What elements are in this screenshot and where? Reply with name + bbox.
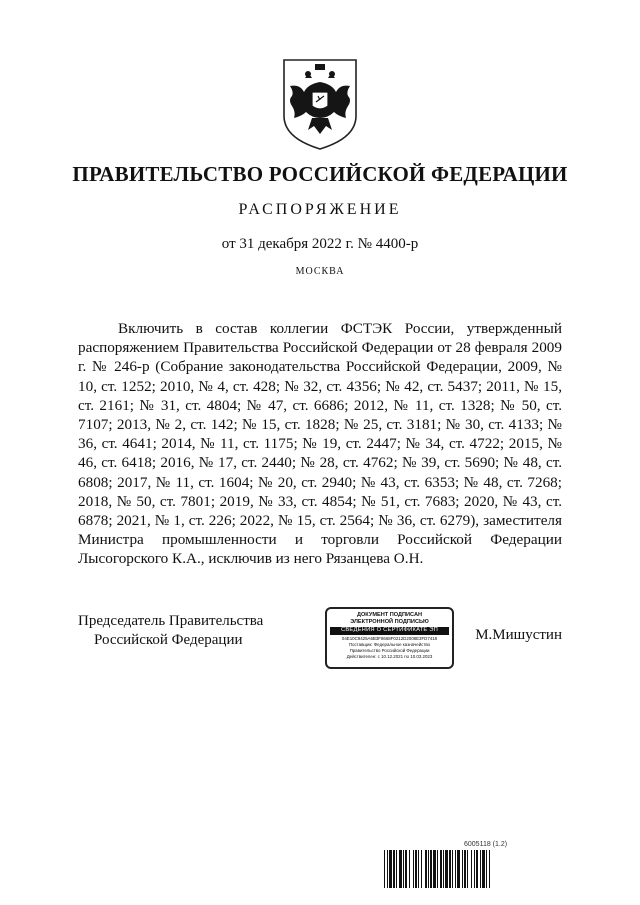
document-city: МОСКВА (295, 266, 345, 277)
barcode-bar (462, 850, 463, 888)
barcode-bar (396, 850, 397, 888)
barcode-bar (428, 850, 429, 888)
barcode-bar (440, 850, 442, 888)
barcode-bar (437, 850, 438, 888)
barcode-bar (418, 850, 419, 888)
barcode-bar (464, 850, 466, 888)
barcode-bar (471, 850, 472, 888)
stamp-certificate-band: СВЕДЕНИЯ О СЕРТИФИКАТЕ ЭП (330, 627, 449, 635)
barcode-bar (457, 850, 460, 888)
barcode-bar (467, 850, 468, 888)
stamp-line1: ДОКУМЕНТ ПОДПИСАН (356, 612, 423, 618)
barcode-bar (421, 850, 422, 888)
registration-number: 6005118 (1.2) (464, 841, 508, 848)
barcode-bar (445, 850, 448, 888)
stamp-title (327, 612, 452, 626)
barcode-bar (449, 850, 451, 888)
barcode-bar (399, 850, 402, 888)
barcode-bar (474, 850, 475, 888)
state-emblem-icon (278, 56, 362, 152)
barcode-bar (393, 850, 395, 888)
stamp-certificate-number: 04E10C9425A6B3F8668F0212D2008E3FD7418 (341, 635, 438, 641)
barcode-icon (384, 850, 564, 888)
order-body-paragraph: Включить в состав коллегии ФСТЭК России, утвержденный распоряжением Правительства Российской Федерации от 28 февраля 2009 г. № 246-р (Собрание законодательства Российской Федерации, 2009, № 10, ст. 1252; 2010, № 4, ст. 428; № 32, ст. 4356; № 42, ст. 5437; 2011, № 15, ст. 2161; № 31, ст. 4804; № 47, ст. 6686; 2012, № 11, ст. 1328; № 50, ст. 7107; 2013, № 2, ст. 142; № 15, ст. 1828; № 25, ст. 3181; № 30, ст. 4133; № 36, ст. 4641; 2014, № 11, ст. 1175; № 19, ст. 2447; № 34, ст. 4722; 2015, № 46, ст. 6418; 2016, № 17, ст. 2440; № 28, ст. 4762; № 39, ст. 5690; № 48, ст. 6808; 2017, № 11, ст. 1604; № 20, ст. 2940; № 43, ст. 6353; № 48, ст. 7268; 2018, № 50, ст. 7801; 2019, № 33, ст. 4854; № 51, ст. 7683; 2020, № 43, ст. 6878; 2021, № 1, ст. 226; 2022, № 15, ст. 2564; № 36, ст. 6279), заместителя Министра промышленности и торговли Российской Федерации Лысогорского К.А., исключив из него Рязанцева О.Н. (78, 320, 562, 568)
barcode-bar (486, 850, 487, 888)
barcode-bar (413, 850, 414, 888)
barcode-bar (433, 850, 436, 888)
barcode-bar (452, 850, 453, 888)
barcode-bar (405, 850, 407, 888)
stamp-issuer-line1: Поставщик: Федеральное казначейство (348, 641, 431, 647)
barcode-bar (387, 850, 388, 888)
barcode-bar (425, 850, 427, 888)
barcode-bar (443, 850, 444, 888)
barcode-bar (489, 850, 490, 888)
barcode-bar (480, 850, 481, 888)
document-type: РАСПОРЯЖЕНИЕ (238, 201, 402, 218)
barcode-bar (403, 850, 404, 888)
barcode-bar (384, 850, 385, 888)
barcode-bar (389, 850, 392, 888)
signer-position (78, 612, 298, 650)
barcode-bar (482, 850, 485, 888)
barcode-bar (409, 850, 410, 888)
signer-position-line2: Российской Федерации (94, 632, 243, 648)
barcode-bar (430, 850, 432, 888)
electronic-signature-stamp (325, 607, 454, 669)
stamp-issuer-line2: Правительство Российской Федерации (349, 647, 430, 653)
stamp-line2: ЭЛЕКТРОННОЙ ПОДПИСЬЮ (350, 619, 429, 625)
signer-position-line1: Председатель Правительства (78, 613, 264, 629)
signer-name: М.Мишустин (475, 627, 562, 643)
stamp-validity: Действителен: с 10.12.2021 по 10.03.2023 (346, 653, 433, 659)
document-date-number: от 31 декабря 2022 г. № 4400-р (221, 236, 419, 252)
government-title: ПРАВИТЕЛЬСТВО РОССИЙСКОЙ ФЕДЕРАЦИИ (72, 162, 568, 186)
barcode-bar (455, 850, 456, 888)
barcode-bar (476, 850, 478, 888)
barcode-bar (415, 850, 417, 888)
